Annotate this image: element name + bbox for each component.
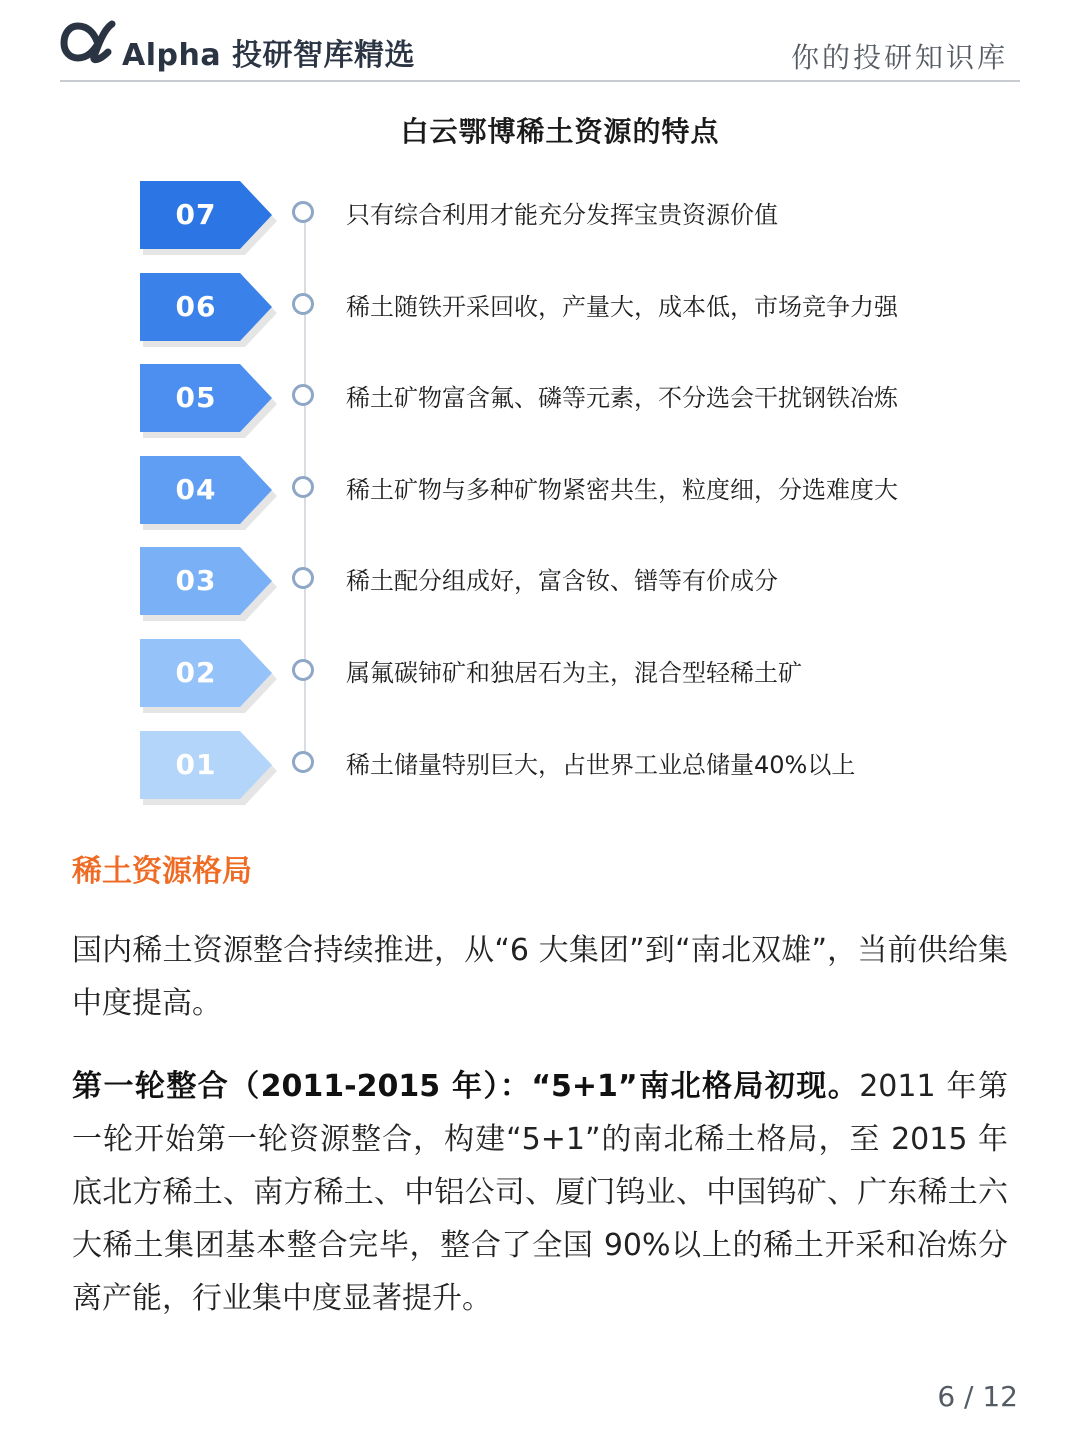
timeline-dot [292, 659, 314, 681]
feature-row [0, 273, 1080, 365]
paragraph-intro-text: 国内稀土资源整合持续推进，从“6 大集团”到“南北双雄”，当前供给集中度提高。 [72, 933, 1008, 1021]
feature-text: 稀土储量特别巨大，占世界工业总储量40%以上 [346, 750, 856, 779]
header-tagline: 你的投研知识库 [790, 41, 1008, 74]
feature-text: 稀土矿物富含氟、磷等元素，不分选会干扰钢铁冶炼 [346, 384, 898, 413]
paragraph-round-one [72, 1060, 1008, 1325]
feature-row [0, 181, 1080, 273]
badge-number: 04 [175, 472, 217, 506]
badge-number: 02 [175, 656, 217, 689]
feature-row [0, 364, 1080, 456]
paragraph-round-one-text: 2011 年第一轮开始第一轮资源整合，构建“5+1”的南北稀土格局，至 2015 年底北方稀土、南方稀土、中铝公司、厦门钨业、中国钨矿、广东稀土六大稀土集团基本整合完毕，整合了全国 90%以上的稀土开采和冶炼分离产能，行业集中度显著提升。 [72, 1069, 1008, 1316]
timeline-dot [292, 476, 314, 498]
timeline-dot [292, 384, 314, 406]
header-divider [60, 80, 1020, 82]
badge-number: 01 [175, 747, 217, 781]
feature-row [0, 731, 1080, 823]
badge-number: 07 [175, 198, 217, 231]
brand-title: Alpha 投研智库精选 [122, 38, 416, 73]
badge-number: 06 [175, 289, 217, 323]
feature-text: 属氟碳铈矿和独居石为主，混合型轻稀土矿 [346, 659, 802, 687]
feature-text: 稀土随铁开采回收，产量大，成本低，市场竞争力强 [346, 292, 898, 321]
feature-text: 只有综合利用才能充分发挥宝贵资源价值 [346, 201, 778, 229]
badge-number: 05 [175, 381, 217, 415]
paragraph-intro [72, 924, 1008, 1030]
badge-number: 03 [175, 564, 217, 598]
feature-row [0, 547, 1080, 639]
feature-text: 稀土配分组成好，富含钕、镨等有价成分 [346, 567, 778, 596]
section-heading: 稀土资源格局 [72, 854, 252, 889]
timeline-dot [292, 751, 314, 773]
alpha-icon [60, 18, 118, 64]
figure-title: 白云鄂博稀土资源的特点 [400, 115, 720, 148]
feature-row [0, 639, 1080, 731]
page-header [0, 0, 1080, 82]
paragraph-round-one-lead: 第一轮整合（2011-2015 年）：“5+1”南北格局初现。 [72, 1069, 860, 1104]
page-number: 6 / 12 [937, 1380, 1018, 1413]
timeline-dot [292, 201, 314, 223]
feature-text: 稀土矿物与多种矿物紧密共生，粒度细，分选难度大 [346, 475, 898, 504]
timeline-dot [292, 293, 314, 315]
timeline-dot [292, 567, 314, 589]
feature-row [0, 456, 1080, 548]
